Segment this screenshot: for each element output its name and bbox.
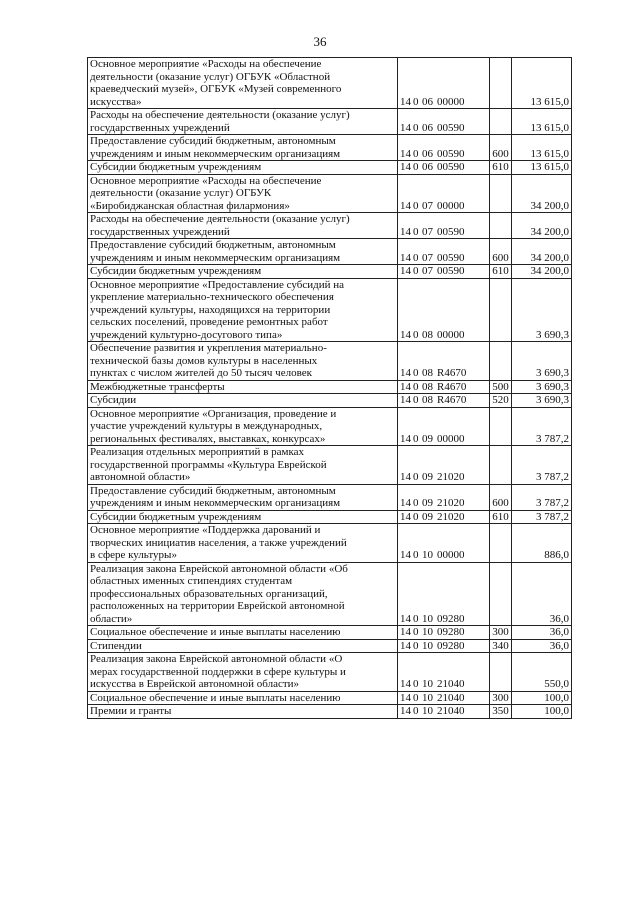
row-code-cell bbox=[398, 510, 490, 524]
row-name: Премии и гранты bbox=[90, 705, 172, 717]
code-program: 14 bbox=[400, 251, 411, 264]
row-expense-type bbox=[490, 342, 512, 381]
code-event: 09 bbox=[422, 432, 433, 445]
table-row bbox=[88, 58, 572, 109]
table-row bbox=[88, 653, 572, 692]
code-subprogram: 0 bbox=[413, 432, 419, 445]
row-name: Основное мероприятие «Поддержка дарований и творческих инициатив населения, а также учреждений в сфере культуры» bbox=[90, 524, 347, 561]
row-expense-type: 610 bbox=[490, 161, 512, 175]
code-subprogram: 0 bbox=[413, 705, 419, 717]
code-program: 14 bbox=[400, 199, 411, 212]
table-row bbox=[88, 484, 572, 510]
code-direction: 00000 bbox=[437, 328, 465, 341]
code-direction: R4670 bbox=[437, 367, 467, 379]
row-name-cell bbox=[88, 524, 398, 563]
row-expense-type: 340 bbox=[490, 639, 512, 653]
row-name: Расходы на обеспечение деятельности (оказание услуг) государственных учреждений bbox=[90, 109, 350, 134]
table-row bbox=[88, 109, 572, 135]
row-code-cell bbox=[398, 174, 490, 213]
code-direction: 21040 bbox=[437, 678, 465, 690]
table-row bbox=[88, 239, 572, 265]
row-expense-type bbox=[490, 524, 512, 563]
code-subprogram: 0 bbox=[413, 147, 419, 160]
code-event: 06 bbox=[422, 95, 433, 108]
row-code-cell bbox=[398, 135, 490, 161]
row-code-cell bbox=[398, 342, 490, 381]
table-row bbox=[88, 639, 572, 653]
row-expense-type bbox=[490, 446, 512, 485]
code-direction: 00590 bbox=[437, 265, 465, 277]
row-expense-type bbox=[490, 278, 512, 342]
code-subprogram: 0 bbox=[413, 328, 419, 341]
code-event: 10 bbox=[422, 549, 433, 561]
row-name: Социальное обеспечение и иные выплаты населению bbox=[90, 626, 341, 638]
code-event: 09 bbox=[422, 510, 433, 523]
table-row bbox=[88, 135, 572, 161]
row-code-cell bbox=[398, 58, 490, 109]
row-name-cell bbox=[88, 161, 398, 175]
budget-table-body bbox=[88, 58, 572, 719]
table-row bbox=[88, 510, 572, 524]
row-amount: 886,0 bbox=[512, 524, 572, 563]
code-direction: 21020 bbox=[437, 471, 465, 483]
code-subprogram: 0 bbox=[413, 265, 419, 277]
row-amount: 13 615,0 bbox=[512, 161, 572, 175]
row-code-cell bbox=[398, 705, 490, 719]
code-subprogram: 0 bbox=[413, 394, 419, 406]
code-direction: 21040 bbox=[437, 705, 465, 717]
code-program: 14 bbox=[400, 497, 411, 509]
row-amount: 13 615,0 bbox=[512, 109, 572, 135]
row-code-cell bbox=[398, 524, 490, 563]
row-code-cell bbox=[398, 691, 490, 705]
row-code-cell bbox=[398, 213, 490, 239]
row-name-cell bbox=[88, 626, 398, 640]
code-direction: R4670 bbox=[437, 380, 467, 393]
code-program: 14 bbox=[400, 121, 411, 134]
code-program: 14 bbox=[400, 691, 411, 704]
row-name-cell bbox=[88, 446, 398, 485]
code-program: 14 bbox=[400, 639, 411, 652]
row-name: Реализация закона Еврейской автономной области «О мерах государственной поддержки в сфере культуры и искусства в Еврейской автономной области» bbox=[90, 653, 346, 690]
row-expense-type bbox=[490, 109, 512, 135]
row-name: Субсидии bbox=[90, 394, 137, 406]
row-amount: 3 690,3 bbox=[512, 342, 572, 381]
row-code-cell bbox=[398, 161, 490, 175]
code-event: 09 bbox=[422, 471, 433, 483]
code-event: 07 bbox=[422, 199, 433, 212]
row-name: Основное мероприятие «Предоставление субсидий на укрепление материально-технического обеспечения учреждений культуры, находящихся на территории сельских поселений, проведение ремонтных работ учреждений культурно-досугового типа» bbox=[90, 278, 344, 341]
code-program: 14 bbox=[400, 705, 411, 717]
row-code-cell bbox=[398, 380, 490, 394]
code-program: 14 bbox=[400, 161, 411, 173]
row-name: Основное мероприятие «Расходы на обеспечение деятельности (оказание услуг) ОГБУК «Областной краеведческий музей», ОГБУК «Музей современного искусства» bbox=[90, 58, 342, 108]
row-expense-type bbox=[490, 58, 512, 109]
code-direction: 00590 bbox=[437, 225, 465, 238]
code-program: 14 bbox=[400, 225, 411, 238]
code-event: 10 bbox=[422, 705, 433, 717]
code-direction: 00000 bbox=[437, 199, 465, 212]
table-row bbox=[88, 278, 572, 342]
row-name: Предоставление субсидий бюджетным, автономным учреждениям и иным некоммерческим организациям bbox=[90, 135, 341, 160]
table-row bbox=[88, 342, 572, 381]
code-event: 08 bbox=[422, 328, 433, 341]
row-code-cell bbox=[398, 653, 490, 692]
code-direction: 09280 bbox=[437, 626, 465, 638]
row-expense-type bbox=[490, 213, 512, 239]
row-name: Социальное обеспечение и иные выплаты населению bbox=[90, 691, 341, 704]
row-name-cell bbox=[88, 691, 398, 705]
code-direction: 21040 bbox=[437, 691, 465, 704]
code-direction: 00000 bbox=[437, 549, 465, 561]
row-code-cell bbox=[398, 626, 490, 640]
table-row bbox=[88, 446, 572, 485]
row-name-cell bbox=[88, 562, 398, 626]
code-subprogram: 0 bbox=[413, 612, 419, 625]
row-amount: 3 787,2 bbox=[512, 407, 572, 446]
row-name-cell bbox=[88, 484, 398, 510]
row-name: Субсидии бюджетным учреждениям bbox=[90, 265, 262, 277]
row-name-cell bbox=[88, 407, 398, 446]
table-row bbox=[88, 394, 572, 408]
code-event: 06 bbox=[422, 161, 433, 173]
row-expense-type: 520 bbox=[490, 394, 512, 408]
row-amount: 34 200,0 bbox=[512, 265, 572, 279]
row-expense-type: 500 bbox=[490, 380, 512, 394]
code-direction: 00000 bbox=[437, 95, 465, 108]
code-program: 14 bbox=[400, 471, 411, 483]
row-name: Субсидии бюджетным учреждениям bbox=[90, 161, 262, 173]
row-code-cell bbox=[398, 562, 490, 626]
row-name-cell bbox=[88, 109, 398, 135]
table-row bbox=[88, 705, 572, 719]
code-event: 08 bbox=[422, 394, 433, 406]
row-expense-type: 350 bbox=[490, 705, 512, 719]
table-row bbox=[88, 691, 572, 705]
code-program: 14 bbox=[400, 147, 411, 160]
code-subprogram: 0 bbox=[413, 549, 419, 561]
code-program: 14 bbox=[400, 380, 411, 393]
row-name-cell bbox=[88, 394, 398, 408]
row-name-cell bbox=[88, 510, 398, 524]
code-event: 10 bbox=[422, 612, 433, 625]
row-name: Обеспечение развития и укрепления материально- технической базы домов культуры в населенных пунктах с числом жителей до 50 тысяч человек bbox=[90, 342, 327, 379]
row-expense-type bbox=[490, 174, 512, 213]
row-name-cell bbox=[88, 265, 398, 279]
table-row bbox=[88, 161, 572, 175]
code-event: 09 bbox=[422, 497, 433, 509]
row-name-cell bbox=[88, 342, 398, 381]
code-event: 06 bbox=[422, 147, 433, 160]
row-amount: 3 787,2 bbox=[512, 484, 572, 510]
row-amount: 34 200,0 bbox=[512, 213, 572, 239]
row-expense-type bbox=[490, 407, 512, 446]
row-amount: 3 690,3 bbox=[512, 278, 572, 342]
row-amount: 13 615,0 bbox=[512, 58, 572, 109]
row-amount: 34 200,0 bbox=[512, 174, 572, 213]
row-expense-type: 610 bbox=[490, 510, 512, 524]
table-row bbox=[88, 380, 572, 394]
row-name: Межбюджетные трансферты bbox=[90, 380, 225, 393]
row-name: Расходы на обеспечение деятельности (оказание услуг) государственных учреждений bbox=[90, 213, 350, 238]
code-direction: 21020 bbox=[437, 497, 465, 509]
code-event: 06 bbox=[422, 121, 433, 134]
row-expense-type bbox=[490, 653, 512, 692]
row-amount: 100,0 bbox=[512, 705, 572, 719]
row-expense-type: 300 bbox=[490, 691, 512, 705]
row-amount: 13 615,0 bbox=[512, 135, 572, 161]
code-event: 10 bbox=[422, 691, 433, 704]
row-amount: 3 787,2 bbox=[512, 510, 572, 524]
row-code-cell bbox=[398, 265, 490, 279]
code-program: 14 bbox=[400, 432, 411, 445]
row-name-cell bbox=[88, 213, 398, 239]
code-event: 10 bbox=[422, 678, 433, 690]
row-code-cell bbox=[398, 407, 490, 446]
row-name: Стипендии bbox=[90, 639, 142, 652]
code-subprogram: 0 bbox=[413, 626, 419, 638]
table-row bbox=[88, 174, 572, 213]
table-row bbox=[88, 213, 572, 239]
row-code-cell bbox=[398, 639, 490, 653]
code-program: 14 bbox=[400, 612, 411, 625]
code-direction: R4670 bbox=[437, 394, 467, 406]
code-event: 07 bbox=[422, 265, 433, 277]
row-name: Предоставление субсидий бюджетным, автономным учреждениям и иным некоммерческим организациям bbox=[90, 484, 341, 509]
code-subprogram: 0 bbox=[413, 380, 419, 393]
code-subprogram: 0 bbox=[413, 367, 419, 379]
code-event: 08 bbox=[422, 380, 433, 393]
code-direction: 21020 bbox=[437, 510, 465, 523]
code-direction: 09280 bbox=[437, 612, 465, 625]
row-code-cell bbox=[398, 109, 490, 135]
row-expense-type: 600 bbox=[490, 239, 512, 265]
row-name: Реализация закона Еврейской автономной области «Об областных именных стипендиях студентам профессиональных образовательных организаций, расположенных на территории Еврейской автономной области» bbox=[90, 562, 348, 625]
row-amount: 550,0 bbox=[512, 653, 572, 692]
row-amount: 3 787,2 bbox=[512, 446, 572, 485]
row-amount: 36,0 bbox=[512, 562, 572, 626]
code-subprogram: 0 bbox=[413, 497, 419, 509]
code-program: 14 bbox=[400, 328, 411, 341]
code-event: 10 bbox=[422, 639, 433, 652]
code-direction: 00590 bbox=[437, 251, 465, 264]
code-program: 14 bbox=[400, 626, 411, 638]
row-expense-type: 600 bbox=[490, 484, 512, 510]
code-program: 14 bbox=[400, 265, 411, 277]
row-amount: 100,0 bbox=[512, 691, 572, 705]
code-subprogram: 0 bbox=[413, 225, 419, 238]
code-direction: 00590 bbox=[437, 161, 465, 173]
code-direction: 00590 bbox=[437, 121, 465, 134]
row-code-cell bbox=[398, 278, 490, 342]
row-code-cell bbox=[398, 446, 490, 485]
row-code-cell bbox=[398, 484, 490, 510]
code-direction: 00000 bbox=[437, 432, 465, 445]
code-direction: 00590 bbox=[437, 147, 465, 160]
code-subprogram: 0 bbox=[413, 199, 419, 212]
code-subprogram: 0 bbox=[413, 161, 419, 173]
row-amount: 3 690,3 bbox=[512, 394, 572, 408]
code-direction: 09280 bbox=[437, 639, 465, 652]
code-subprogram: 0 bbox=[413, 510, 419, 523]
row-expense-type: 600 bbox=[490, 135, 512, 161]
row-name-cell bbox=[88, 58, 398, 109]
row-expense-type: 300 bbox=[490, 626, 512, 640]
row-name: Предоставление субсидий бюджетным, автономным учреждениям и иным некоммерческим организациям bbox=[90, 239, 341, 264]
code-program: 14 bbox=[400, 367, 411, 379]
code-event: 07 bbox=[422, 251, 433, 264]
row-name: Реализация отдельных мероприятий в рамках государственной программы «Культура Еврейской автономной области» bbox=[90, 446, 327, 483]
row-amount: 36,0 bbox=[512, 626, 572, 640]
code-subprogram: 0 bbox=[413, 691, 419, 704]
code-event: 10 bbox=[422, 626, 433, 638]
code-event: 07 bbox=[422, 225, 433, 238]
row-name-cell bbox=[88, 135, 398, 161]
row-amount: 36,0 bbox=[512, 639, 572, 653]
row-name-cell bbox=[88, 174, 398, 213]
code-subprogram: 0 bbox=[413, 251, 419, 264]
code-subprogram: 0 bbox=[413, 471, 419, 483]
row-name-cell bbox=[88, 239, 398, 265]
row-name: Основное мероприятие «Организация, проведение и участие учреждений культуры в международных, региональных фестивалях, выставках, конкурсах» bbox=[90, 407, 337, 445]
code-subprogram: 0 bbox=[413, 121, 419, 134]
row-expense-type: 610 bbox=[490, 265, 512, 279]
code-program: 14 bbox=[400, 95, 411, 108]
table-row bbox=[88, 265, 572, 279]
budget-table bbox=[87, 57, 572, 719]
row-name-cell bbox=[88, 705, 398, 719]
row-name-cell bbox=[88, 653, 398, 692]
code-program: 14 bbox=[400, 394, 411, 406]
code-program: 14 bbox=[400, 678, 411, 690]
row-name-cell bbox=[88, 639, 398, 653]
row-code-cell bbox=[398, 239, 490, 265]
row-code-cell bbox=[398, 394, 490, 408]
table-row bbox=[88, 562, 572, 626]
row-amount: 34 200,0 bbox=[512, 239, 572, 265]
code-subprogram: 0 bbox=[413, 95, 419, 108]
row-expense-type bbox=[490, 562, 512, 626]
row-name: Субсидии бюджетным учреждениям bbox=[90, 510, 262, 523]
code-event: 08 bbox=[422, 367, 433, 379]
code-subprogram: 0 bbox=[413, 639, 419, 652]
code-subprogram: 0 bbox=[413, 678, 419, 690]
row-name-cell bbox=[88, 278, 398, 342]
table-row bbox=[88, 524, 572, 563]
code-program: 14 bbox=[400, 510, 411, 523]
code-program: 14 bbox=[400, 549, 411, 561]
row-amount: 3 690,3 bbox=[512, 380, 572, 394]
row-name: Основное мероприятие «Расходы на обеспечение деятельности (оказание услуг) ОГБУК «Биробиджанская областная филармония» bbox=[90, 174, 322, 212]
row-name-cell bbox=[88, 380, 398, 394]
page-number: 36 bbox=[313, 34, 327, 49]
table-row bbox=[88, 626, 572, 640]
table-row bbox=[88, 407, 572, 446]
